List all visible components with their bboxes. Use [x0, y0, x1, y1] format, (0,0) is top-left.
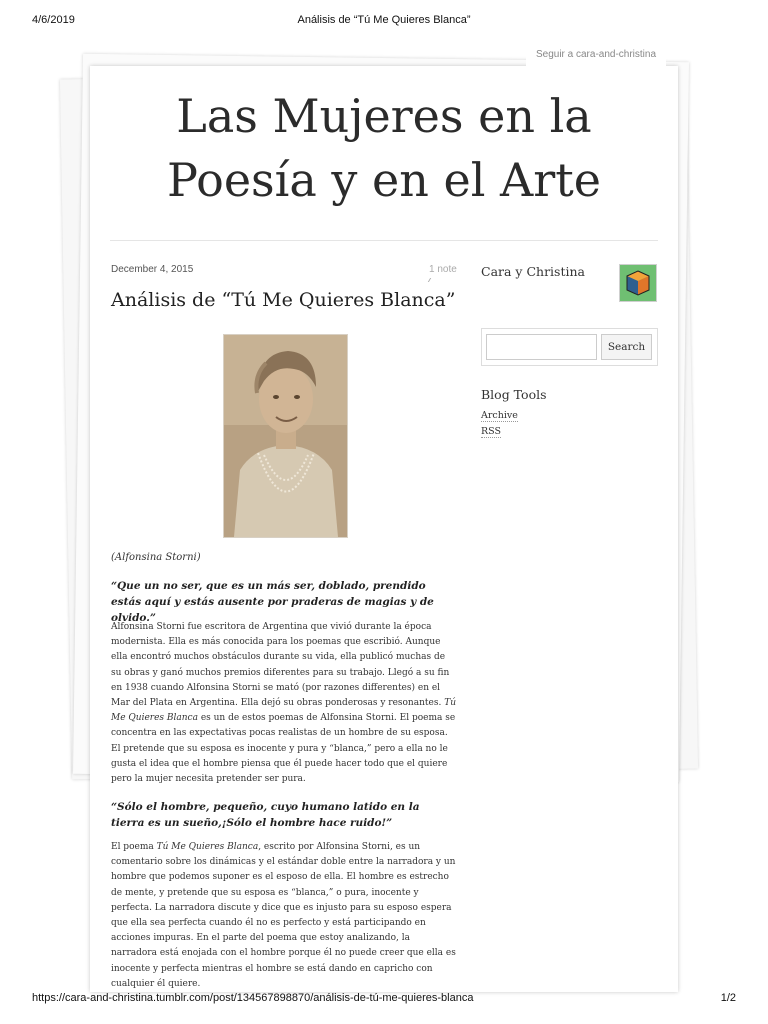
blog-title-line1: Las Mujeres en la	[176, 89, 592, 143]
archive-link[interactable]: Archive	[481, 410, 518, 421]
blog-title[interactable]	[90, 84, 678, 212]
quote-1: “Que un no ser, que es un más ser, doblado, prendido estás aquí y estás ausente por praderas de magias y de olvido.”	[111, 580, 434, 624]
cube-icon	[620, 265, 656, 301]
paragraph-1-part-a: Alfonsina Storni fue escritora de Argentina que vivió durante la época modernista. Ella es más conocida para los poemas que escribió. Aunque ella encontró muchos obstáculos durante su vida, ella publicó muchas de su obras y ganó muchos premios diferentes para su trabajo. Llegó a su fin en 1938 cuando Alfonsina Storni se mató (por razones differentes) en el Mar del Plata en Argentina. Ella dejó su obras ponderosas y resonantes.	[111, 622, 450, 709]
header-divider	[110, 240, 658, 241]
print-page-number: 1/2	[720, 992, 736, 1004]
print-header	[0, 14, 768, 34]
print-date: 4/6/2019	[32, 14, 75, 26]
poem-title-2: Tú Me Quieres Blanca	[156, 842, 259, 852]
search-input[interactable]	[486, 334, 597, 360]
blog-title-line2: Poesía y en el Arte	[167, 153, 601, 207]
print-url: https://cara-and-christina.tumblr.com/post/134567898870/análisis-de-tú-me-quieres-blanca	[32, 992, 474, 1004]
follow-link[interactable]: Seguir a cara-and-christina	[526, 44, 666, 66]
post-notes[interactable]: 1 note	[429, 264, 457, 275]
portrait-photo	[223, 334, 348, 538]
paragraph-1	[111, 620, 458, 787]
paragraph-1-part-b: es un de estos poemas de Alfonsina Storni. El poema se concentra en las expectativas pocas realistas de un hombre de su esposa. El pretende que su esposa es inocente y pura y “blanca,” pero a ella no le gusta el idea que el hombre piensa que él puede hacer todo que el quiere pero la mujer necesita pretender ser pura.	[111, 713, 456, 785]
rss-link[interactable]: RSS	[481, 426, 502, 437]
avatar[interactable]	[619, 264, 657, 302]
quote-2: “Sólo el hombre, pequeño, cuyo humano latido en la tierra es un sueño,¡Sólo el hombre hace ruido!”	[111, 801, 420, 829]
post-title: Análisis de “Tú Me Quieres Blanca”	[111, 289, 456, 311]
photo-caption: (Alfonsina Storni)	[111, 552, 201, 563]
sidebar-blog-name[interactable]: Cara y Christina	[481, 264, 585, 279]
paragraph-2-part-a: El poema	[111, 842, 157, 852]
blog-tools-heading: Blog Tools	[481, 387, 547, 402]
poem-title-1: Tú Me Quieres Blanca	[111, 698, 456, 724]
print-title: Análisis de “Tú Me Quieres Blanca”	[297, 14, 471, 26]
post-date[interactable]: December 4, 2015	[111, 264, 194, 275]
paragraph-2	[111, 840, 458, 992]
search-button[interactable]: Search	[601, 334, 652, 360]
paragraph-2-part-b: , escrito por Alfonsina Storni, es un comentario sobre los dinámicas y el estándar doble entre la narradora y un hombre que podemos suponer es el esposo de ella. El hombre es estrecho de mente, y pretende que su esposa es “blanca,” o pura, inocente y perfecta. La narradora discute y dice que es injusto para su esposo espera que ella sea perfecta cuando él no es perfecto y está participando en acciones impuras. En el parte del poema que estoy analizando, la narradora está enojada con el hombre porque él no puede creer que ella es inocente y perfecta mientras el hombre se está dando en capricho con cualquier él quiere.	[111, 842, 456, 989]
